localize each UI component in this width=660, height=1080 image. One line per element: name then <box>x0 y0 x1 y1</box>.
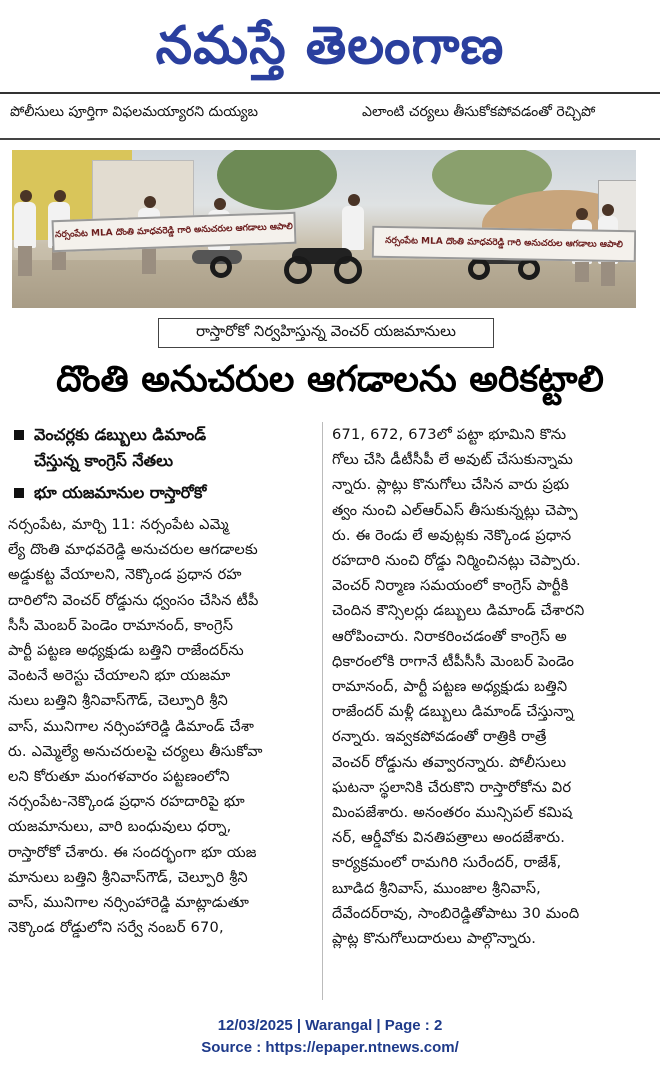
body-line: సీసీ మెంబర్ పెండెం రామానంద్, కాంగ్రెస్ <box>8 616 234 634</box>
teaser-strip <box>0 96 660 136</box>
photo-person-legs <box>601 262 615 286</box>
photo-road <box>12 260 636 308</box>
body-line: రు. ఈ రెండు లే అవుట్లకు నెక్కొండ ప్రధాన <box>332 526 572 544</box>
body-line: చెందిన కౌన్సిలర్లు డబ్బులు డిమాండ్ చేశారని <box>332 602 585 620</box>
bullet-square-icon <box>14 430 24 440</box>
body-line: లని కోరుతూ మంగళవారం పట్టణంలోని <box>8 768 230 786</box>
body-line: దారిలోని వెంచర్ రోడ్డును ధ్వంసం చేసిన టీపీ <box>8 591 259 609</box>
footer-source: Source : https://epaper.ntnews.com/ <box>201 1039 459 1056</box>
photo-wheel <box>210 256 232 278</box>
body-line: రన్నారు. ఇవ్వకపోవడంతో రాత్రికి రాత్రే <box>332 728 547 746</box>
body-line: నులు బత్తిని శ్రీనివాస్‌గౌడ్, చెల్పూరి శ్రీని <box>8 692 228 710</box>
body-line: రహదారి నుంచి రోడ్డు నిర్మించినట్లు చెప్పారు. <box>332 552 581 570</box>
body-line: వాస్, మునిగాల నర్సింహారెడ్డి మాట్లాడుతూ <box>8 894 250 912</box>
photo-wheel <box>334 256 362 284</box>
teaser-rule <box>0 138 660 140</box>
body-line: న్నారు. ప్లాట్లు కొనుగోలు చేసిన వారు ప్రభు <box>332 476 570 494</box>
subhead-line: వెంచర్లకు డబ్బులు డిమాండ్ <box>34 425 207 444</box>
body-line: వాస్, మునిగాల నర్సింహారెడ్డి డిమాండ్ చేశా <box>8 717 255 735</box>
footer-dateline: 12/03/2025 | Warangal | Page : 2 <box>217 1017 443 1034</box>
body-line: అడ్డుకట్ట వేయాలని, నెక్కొండ ప్రధాన రహ <box>8 566 242 584</box>
page-footer <box>0 1015 660 1059</box>
body-line: నర్, ఆర్డీవోకు వినతిపత్రాలు అందజేశారు. <box>332 829 566 847</box>
body-line: బూడిద శ్రీనివాస్, ముంజాల శ్రీనివాస్, <box>332 879 542 897</box>
news-photo <box>12 150 636 308</box>
body-line: కార్యక్రమంలో రామగిరి సురేందర్, రాజేశ్, <box>332 854 562 872</box>
body-line: త్వం నుంచి ఎల్‌ఆర్‌ఎస్ తీసుకున్నట్లు చెప్పా <box>332 501 578 519</box>
photo-wheel <box>468 258 490 280</box>
body-line: ప్లాట్ల కొనుగోలుదారులు పాల్గొన్నారు. <box>332 930 537 948</box>
photo-person <box>14 202 36 248</box>
photo-person-head <box>348 194 360 206</box>
photo-person-head <box>214 198 226 210</box>
body-line: వెంటనే అరెస్టు చేయాలని భూ యజమా <box>8 667 231 685</box>
body-line: ధికారంలోకి రాగానే టీపీసీసీ మెంబర్ పెండెం <box>332 652 575 670</box>
body-line: మానులు బత్తిని శ్రీనివాస్‌గౌడ్, చెల్పూరి శ్రీని <box>8 868 248 886</box>
body-line: వెంచర్ నిర్మాణ సమయంలో కాంగ్రెస్ పార్టీకి <box>332 577 569 595</box>
body-line: రాజేందర్ మళ్లీ డబ్బులు డిమాండ్ చేస్తున్నా <box>332 703 574 721</box>
subhead-line: చేస్తున్న కాంగ్రెస్ నేతలు <box>34 451 173 470</box>
article-body-right <box>332 422 652 951</box>
subhead-bullet <box>8 422 314 474</box>
photo-person-head <box>144 196 156 208</box>
body-line: ల్యే దొంతి మాధవరెడ్డి అనుచరుల ఆగడాలకు <box>8 541 258 559</box>
teaser-left: పోలీసులు పూర్తిగా విఫలమయ్యారని దుయ్యబ <box>10 104 259 120</box>
subhead-line: భూ యజమానుల రాస్తారోకో <box>34 483 207 502</box>
article-body-left <box>8 512 314 940</box>
body-line: దేవేందర్‌రావు, సాంబిరెడ్డితోపాటు 30 మంది <box>332 904 580 922</box>
body-line: రామానంద్, పార్టీ పట్టణ అధ్యక్షుడు బత్తిని <box>332 678 568 696</box>
body-line: ఘటనా స్థలానికి చేరుకొని రాస్తారోకోను విర <box>332 778 572 796</box>
photo-person-legs <box>18 246 32 276</box>
photo-person-head <box>20 190 32 202</box>
body-line: పార్టీ పట్టణ అధ్యక్షుడు బత్తిని రాజేందర్‌ను <box>8 642 244 660</box>
article-column-left <box>8 422 314 940</box>
article-column-right <box>332 422 652 951</box>
photo-person <box>342 206 364 250</box>
body-line: నర్సంపేట-నెక్కొండ ప్రధాన రహదారిపై భూ <box>8 793 245 811</box>
protest-banner-right: నర్సంపేట MLA దొంతి మాధవరెడ్డి గారి అనుచరుల ఆగడాలు ఆపాలి <box>372 226 636 263</box>
masthead-rule <box>0 92 660 94</box>
body-line: 671, 672, 673లో పట్టా భూమిని కొను <box>332 426 567 443</box>
column-divider <box>322 422 323 1000</box>
body-line: రు. ఎమ్మెల్యే అనుచరులపై చర్యలు తీసుకోవా <box>8 742 263 760</box>
body-line: గోలు చేసి డీటీసీపీ లే అవుట్ చేసుకున్నామ <box>332 451 573 469</box>
newspaper-title: నమస్తే తెలంగాణ <box>155 16 505 76</box>
body-line: రాస్తారోకో చేశారు. ఈ సందర్భంగా భూ యజ <box>8 843 257 861</box>
body-line: మింపజేశారు. అనంతరం మున్సిపల్ కమిష <box>332 804 573 822</box>
article-headline: దొంతి అనుచరుల ఆగడాలను అరికట్టాలి <box>56 359 604 400</box>
photo-person-legs <box>142 246 156 274</box>
photo-person-legs <box>575 262 589 282</box>
photo-person-head <box>576 208 588 220</box>
masthead <box>0 0 660 92</box>
photo-wheel <box>518 258 540 280</box>
photo-caption: రాస్తారోకో నిర్వహిస్తున్న వెంచర్ యజమానులు <box>158 318 494 348</box>
bullet-square-icon <box>14 488 24 498</box>
teaser-right: ఎలాంటి చర్యలు తీసుకోకపోవడంతో రెచ్చిపో <box>362 104 596 120</box>
protest-banner-left: నర్సంపేట MLA దొంతి మాధవరెడ్డి గారి అనుచరుల ఆగడాలు ఆపాలి <box>52 212 297 252</box>
body-line: నెక్కొండ రోడ్డులోని సర్వే నంబర్ 670, <box>8 919 224 937</box>
body-line: నర్సంపేట, మార్చి 11: నర్సంపేట ఎమ్మె <box>8 516 229 533</box>
body-line: యజమానులు, వారి బంధువులు ధర్నా, <box>8 818 232 836</box>
photo-person-head <box>54 190 66 202</box>
body-line: ఆరోపించారు. నిరాకరించడంతో కాంగ్రెస్ అ <box>332 627 567 645</box>
body-line: వెంచర్ రోడ్డును తవ్వారన్నారు. పోలీసులు <box>332 753 567 771</box>
photo-wheel <box>284 256 312 284</box>
photo-person-head <box>602 204 614 216</box>
photo-tree <box>217 150 337 210</box>
subhead-bullet <box>8 480 314 506</box>
